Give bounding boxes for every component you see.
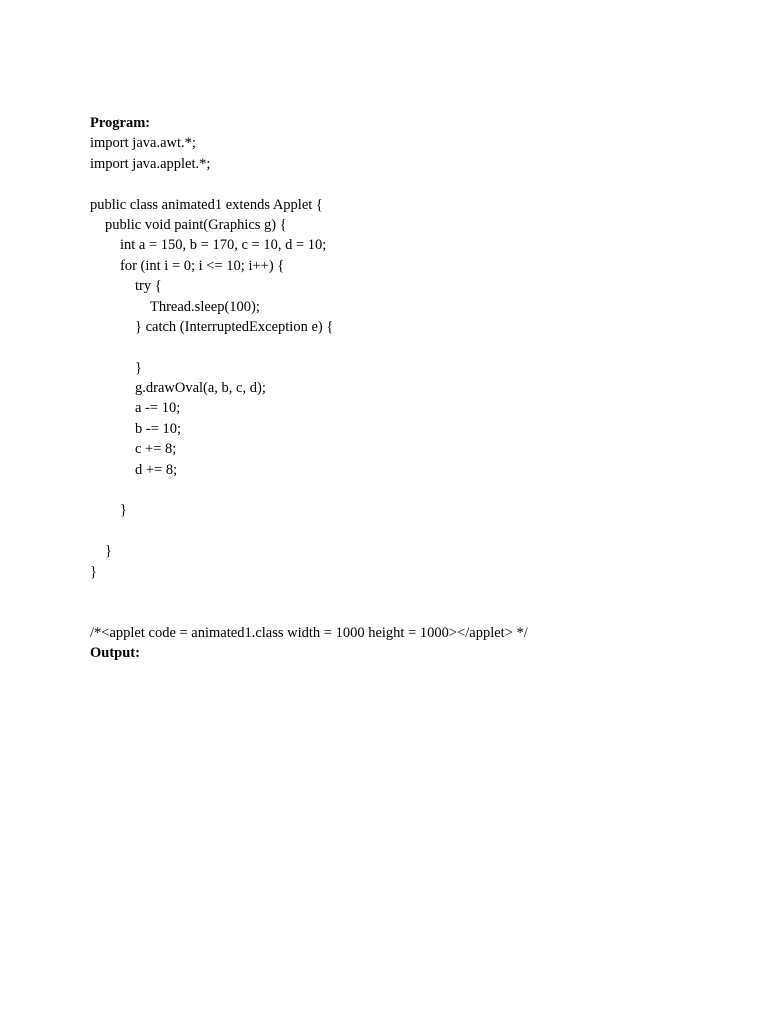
code-line-draw-oval: g.drawOval(a, b, c, d);	[135, 380, 266, 397]
code-line-catch: } catch (InterruptedException e) {	[135, 318, 334, 335]
output-heading: Output:	[90, 645, 140, 662]
code-line-decrement-a: a -= 10;	[135, 400, 181, 417]
code-line-blank	[90, 174, 730, 194]
code-line-paint-close: }	[105, 543, 112, 560]
document-body	[90, 113, 730, 664]
code-line-blank	[90, 480, 730, 500]
code-line-import-awt: import java.awt.*;	[90, 135, 196, 152]
code-line-class-declaration: public class animated1 extends Applet {	[90, 196, 323, 213]
code-line-blank	[90, 521, 730, 541]
code-line-for-loop: for (int i = 0; i <= 10; i++) {	[120, 257, 285, 274]
code-line-thread-sleep: Thread.sleep(100);	[150, 298, 260, 315]
code-line-class-close: }	[90, 563, 97, 580]
code-line-blank	[90, 337, 730, 357]
code-line-decrement-b: b -= 10;	[135, 420, 182, 437]
code-line-import-applet: import java.applet.*;	[90, 155, 211, 172]
code-line-for-loop-close: }	[120, 502, 127, 519]
code-line-try: try {	[135, 278, 162, 295]
applet-comment: /*<applet code = animated1.class width = 1000 height = 1000></applet> */	[90, 624, 528, 641]
code-line-increment-d: d += 8;	[135, 461, 178, 478]
code-line-increment-c: c += 8;	[135, 441, 177, 458]
code-line-variable-declaration: int a = 150, b = 170, c = 10, d = 10;	[120, 237, 327, 254]
program-heading: Program:	[90, 115, 151, 131]
spacer	[90, 582, 730, 623]
code-line-paint-method: public void paint(Graphics g) {	[105, 216, 287, 233]
code-line-catch-close: }	[135, 359, 142, 376]
